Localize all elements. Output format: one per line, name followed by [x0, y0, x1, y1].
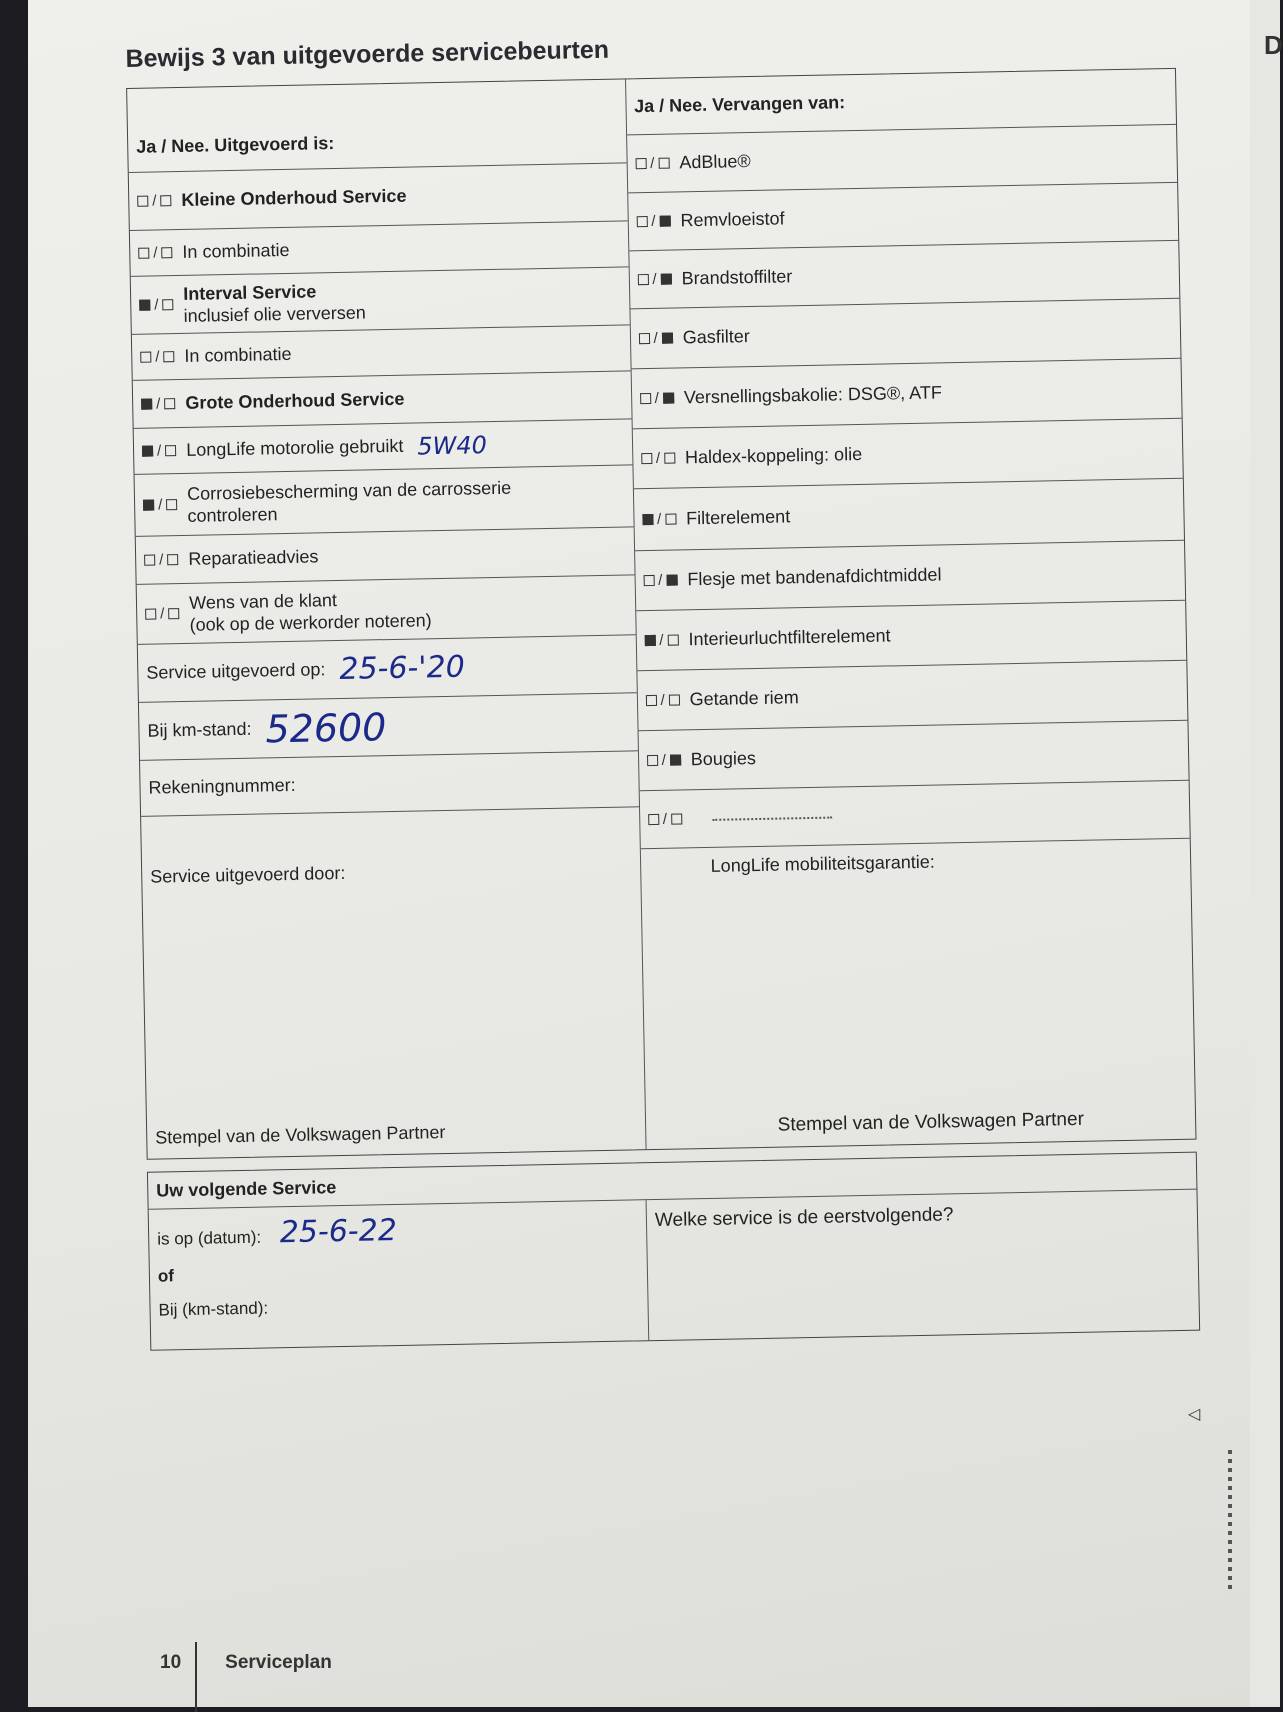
- replaced-no-checkbox[interactable]: [665, 514, 676, 525]
- replaced-no-checkbox[interactable]: [662, 333, 673, 344]
- checkbox-separator: /: [662, 810, 668, 828]
- replaced-checkbox-pair: [648, 810, 682, 828]
- replaced-header: Ja / Nee. Vervangen van:: [626, 69, 1176, 136]
- performed-yes-checkbox[interactable]: [138, 248, 149, 259]
- stamp-right: [640, 839, 1195, 1149]
- performed-checkbox-pair: [143, 496, 177, 514]
- replaced-row: [638, 721, 1189, 792]
- replaced-label: Getande riem: [689, 687, 799, 710]
- replaced-label: Flesje met bandenafdichtmiddel: [687, 564, 942, 590]
- service-record: [125, 10, 1200, 1351]
- replaced-label: Interieurluchtfilterelement: [688, 625, 891, 650]
- replaced-no-checkbox[interactable]: [663, 393, 674, 404]
- service-form: [126, 68, 1196, 1160]
- km-reading-row: [139, 693, 638, 761]
- performed-row: [131, 267, 630, 335]
- checkbox-separator: /: [652, 270, 657, 288]
- replaced-yes-checkbox[interactable]: [636, 216, 647, 227]
- next-service-question: Welke service is de eerstvolgende?: [654, 1204, 954, 1232]
- replaced-row: [637, 661, 1188, 732]
- performed-sublabel: (ook op de werkorder noteren): [189, 609, 432, 635]
- replaced-no-checkbox[interactable]: [670, 754, 681, 765]
- replaced-checkbox-pair: [636, 213, 670, 231]
- triangle-icon: ◁: [1188, 1406, 1201, 1423]
- performed-no-checkbox[interactable]: [161, 247, 172, 258]
- footer-divider: [195, 1642, 197, 1712]
- replaced-row: [635, 541, 1186, 612]
- next-service-header: Uw volgende Service: [148, 1153, 1197, 1210]
- service-date-label: Service uitgevoerd op:: [146, 659, 326, 683]
- replaced-checkbox-pair: [644, 631, 678, 649]
- performed-label: Wens van de klant: [188, 589, 338, 613]
- replaced-row: [633, 479, 1184, 552]
- replaced-yes-checkbox[interactable]: [640, 393, 651, 404]
- next-service-box: [147, 1152, 1200, 1351]
- replaced-no-checkbox[interactable]: [660, 274, 671, 285]
- performed-no-checkbox[interactable]: [163, 351, 174, 362]
- performed-yes-checkbox[interactable]: [143, 500, 154, 511]
- replaced-row: [630, 299, 1181, 370]
- replaced-yes-checkbox[interactable]: [635, 158, 646, 169]
- performed-yes-checkbox[interactable]: [140, 352, 151, 363]
- checkbox-separator: /: [658, 571, 663, 589]
- performed-yes-checkbox[interactable]: [139, 300, 150, 311]
- performed-no-checkbox[interactable]: [165, 445, 176, 456]
- replaced-label: Bougies: [690, 748, 757, 770]
- replaced-yes-checkbox[interactable]: [644, 635, 655, 646]
- next-date-row: [157, 1208, 639, 1252]
- edge-letter: D: [1264, 30, 1283, 60]
- service-date-value[interactable]: 25-6-'20: [339, 649, 466, 687]
- replaced-yes-checkbox[interactable]: [638, 333, 649, 344]
- replaced-yes-checkbox[interactable]: [642, 514, 653, 525]
- stamp-left: [142, 849, 646, 1159]
- performed-checkbox-pair: [140, 348, 174, 366]
- page-footer: [160, 1628, 332, 1698]
- performed-no-checkbox[interactable]: [166, 499, 177, 510]
- checkbox-separator: /: [160, 605, 165, 623]
- performed-no-checkbox[interactable]: [164, 398, 175, 409]
- replaced-yes-checkbox[interactable]: [637, 274, 648, 285]
- performed-label: Reparatieadvies: [188, 546, 319, 569]
- performed-no-checkbox[interactable]: [168, 608, 179, 619]
- replaced-no-checkbox[interactable]: [658, 158, 669, 169]
- checkbox-separator: /: [653, 329, 658, 347]
- replaced-row: [631, 359, 1182, 430]
- replaced-label: AdBlue®: [679, 151, 751, 173]
- km-reading-value[interactable]: 52600: [265, 704, 387, 751]
- checkbox-separator: /: [153, 244, 158, 262]
- next-km-label: Bij (km-stand):: [158, 1298, 269, 1320]
- performed-sublabel: controleren: [187, 503, 278, 526]
- performed-no-checkbox[interactable]: [162, 299, 173, 310]
- replaced-checkbox-pair: [638, 330, 672, 348]
- replaced-yes-checkbox[interactable]: [641, 453, 652, 464]
- replaced-label: Haldex-koppeling: olie: [684, 443, 863, 468]
- replaced-column: [626, 69, 1190, 849]
- replaced-checkbox-pair: [635, 155, 669, 173]
- blank-entry-line[interactable]: [712, 814, 832, 820]
- checkbox-separator: /: [661, 751, 666, 769]
- checkbox-separator: /: [656, 510, 662, 528]
- checkbox-separator: /: [156, 395, 161, 413]
- next-date-value[interactable]: 25-6-22: [279, 1213, 398, 1251]
- performed-checkbox-pair: [145, 605, 179, 623]
- performed-sublabel: inclusief olie verversen: [183, 301, 366, 326]
- invoice-number-row: [140, 751, 639, 817]
- replaced-label: Filterelement: [685, 506, 791, 529]
- performed-checkbox-pair: [142, 442, 176, 460]
- replaced-checkbox-pair: [637, 271, 671, 289]
- replaced-checkbox-pair: [640, 390, 674, 408]
- replaced-yes-checkbox[interactable]: [648, 814, 659, 825]
- replaced-row: [636, 601, 1187, 672]
- checkbox-separator: /: [655, 449, 661, 467]
- replaced-checkbox-pair: [643, 571, 677, 589]
- replaced-row: [639, 781, 1189, 850]
- replaced-checkbox-pair: [641, 450, 675, 468]
- replaced-label: Versnellingsbakolie: DSG®, ATF: [683, 382, 943, 408]
- replaced-yes-checkbox[interactable]: [647, 755, 658, 766]
- replaced-checkbox-pair: [642, 511, 676, 529]
- replaced-row: [629, 241, 1179, 310]
- checkbox-separator: /: [654, 389, 660, 407]
- replaced-no-checkbox[interactable]: [659, 216, 670, 227]
- or-label: of: [157, 1266, 175, 1286]
- checkbox-separator: /: [651, 212, 656, 230]
- replaced-row: [627, 125, 1177, 194]
- checkbox-separator: /: [157, 496, 163, 514]
- service-date-row: [138, 635, 637, 703]
- replaced-no-checkbox[interactable]: [664, 453, 675, 464]
- replaced-checkbox-pair: [646, 751, 680, 769]
- next-page-edge: [1250, 0, 1283, 1707]
- performed-checkbox-pair: [141, 395, 175, 413]
- checkbox-separator: /: [660, 691, 665, 709]
- performed-label: Kleine Onderhoud Service: [181, 185, 407, 210]
- page-title: Bewijs 3 van uitgevoerde servicebeurten: [125, 35, 610, 73]
- stamp-label-right: Stempel van de Volkswagen Partner: [777, 1108, 1085, 1136]
- performed-no-checkbox[interactable]: [167, 554, 178, 565]
- replaced-no-checkbox[interactable]: [671, 813, 682, 824]
- binding-marks: [1228, 1450, 1232, 1590]
- checkbox-separator: /: [659, 631, 664, 649]
- performed-no-checkbox[interactable]: [160, 195, 171, 206]
- performed-yes-checkbox[interactable]: [144, 555, 155, 566]
- handwritten-oil-spec[interactable]: 5W40: [417, 430, 488, 460]
- performed-label: Grote Onderhoud Service: [185, 388, 405, 413]
- stamp-label-left: Stempel van de Volkswagen Partner: [155, 1122, 446, 1148]
- performed-by-label: Service uitgevoerd door:: [150, 862, 346, 887]
- performed-yes-checkbox[interactable]: [145, 609, 156, 620]
- page-number: 10: [160, 1652, 182, 1673]
- checkbox-separator: /: [154, 296, 159, 314]
- replaced-label: Brandstoffilter: [681, 266, 793, 289]
- checkbox-separator: /: [159, 551, 164, 569]
- performed-checkbox-pair: [138, 244, 172, 262]
- replaced-label: Gasfilter: [682, 326, 750, 348]
- replaced-label: Remvloeistof: [680, 208, 785, 231]
- performed-checkbox-pair: [137, 192, 171, 210]
- replaced-yes-checkbox[interactable]: [643, 575, 654, 586]
- checkbox-separator: /: [152, 192, 157, 210]
- mobility-guarantee-label: LongLife mobiliteitsgarantie:: [710, 851, 935, 876]
- checkbox-separator: /: [155, 348, 160, 366]
- performed-header: Ja / Nee. Uitgevoerd is:: [127, 79, 626, 173]
- invoice-number-label: Rekeningnummer:: [148, 774, 296, 798]
- performed-yes-checkbox[interactable]: [142, 446, 153, 457]
- replaced-checkbox-pair: [645, 691, 679, 709]
- performed-row: [137, 575, 636, 645]
- performed-column: [127, 79, 640, 858]
- performed-checkbox-pair: [144, 551, 178, 569]
- performed-label: Interval Service: [183, 280, 317, 304]
- performed-label: In combinatie: [182, 239, 290, 262]
- replaced-no-checkbox[interactable]: [666, 574, 677, 585]
- performed-label: LongLife motorolie gebruikt: [186, 435, 404, 460]
- performed-yes-checkbox[interactable]: [141, 399, 152, 410]
- replaced-no-checkbox[interactable]: [669, 694, 680, 705]
- replaced-row: [632, 419, 1183, 490]
- next-date-label: is op (datum):: [157, 1227, 262, 1249]
- performed-label: Corrosiebescherming van de carrosserie: [186, 477, 512, 504]
- replaced-row: [628, 183, 1178, 252]
- replaced-no-checkbox[interactable]: [667, 634, 678, 645]
- footer-section: Serviceplan: [225, 1652, 332, 1673]
- checkbox-separator: /: [650, 154, 655, 172]
- checkbox-separator: /: [156, 442, 162, 460]
- replaced-yes-checkbox[interactable]: [645, 695, 656, 706]
- km-reading-label: Bij km-stand:: [147, 718, 252, 741]
- performed-checkbox-pair: [139, 296, 173, 314]
- performed-label: In combinatie: [184, 343, 292, 366]
- performed-row: [129, 163, 628, 231]
- performed-yes-checkbox[interactable]: [137, 196, 148, 207]
- performed-row: [135, 465, 634, 537]
